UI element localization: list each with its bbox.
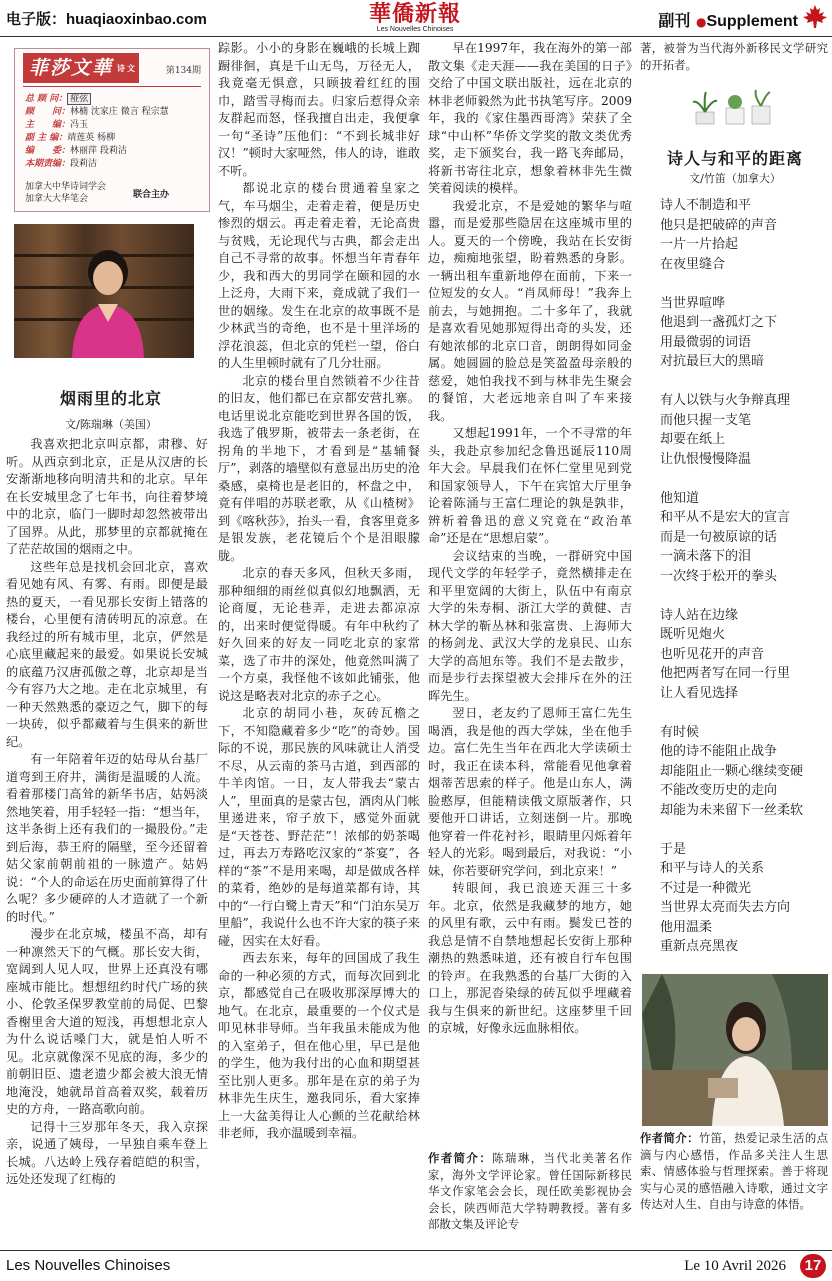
stanza	[660, 196, 830, 274]
poem-line: 于是	[660, 841, 687, 857]
bio-text: 竹笛，热爱记录生活的点滴与内心感悟，作品多关注人生思索、情感体验与哲理探索。善于将现实与心灵的感悟融入诗歌，通过文字传达对人生、自由与诗意的体悟。	[640, 1131, 828, 1211]
site-url[interactable]: 电子版：huaqiaoxinbao.com	[6, 11, 207, 28]
maple-leaf-icon	[802, 4, 828, 30]
board-row: 顾 问：林楠 沈家庄 微言 程宗慧	[25, 107, 169, 117]
poem-title: 诗人与和平的距离	[666, 149, 803, 168]
poem-line: 却要在纸上	[660, 432, 726, 447]
poem-line: 他退到一盏孤灯之下	[660, 315, 778, 330]
paragraph: 有一年陪着年迈的姑母从台基厂道弯到王府井，满街是温暖的人流。看着那楼门高耸的新华书店，姑妈淡然地笑着，用手轻轻一指：“想当年，这半条街上还有我们的一撮股份。”走到后海，恭王府的隔壁，至今还留着姑父家前朝前祖的一脉遗产。姑妈说：“个人的命运在历史面前算得了什么呢？多少硬碎的人才造就了一个新的时代。”	[6, 752, 208, 924]
paragraph: 北京的胡同小巷，灰砖瓦檐之下，不知隐藏着多少“吃”的奇妙。国际的不说，那民族的风味就让人消受不尽，从云南的茶马古道，到西部的牛羊肉馆。一日，友人带我去“蒙古人”，里面真的是蒙古包，酒肉从门帐里递进来，帘子放下，感觉外面就是“天苍苍、野茫茫”！浓郁的奶茶喝过，再去万寿路吃汉家的“茶宴”，各样的“茶”不是用来喝，却是做成各样的菜肴，绝妙的是每道菜都有诗，其中的“一行白鹭上青天”和“门泊东吴万里船”，我说什么也不许大家的筷子来碰，因实在太好看。	[218, 706, 420, 948]
poem-line: 却能阻止一颗心继续变硬	[660, 763, 804, 779]
poem-line: 在夜里缝合	[660, 256, 726, 272]
board-row: 主 编：冯玉	[25, 120, 89, 130]
poem-line: 而他只握一支笔	[660, 412, 752, 428]
paragraph: 这些年总是找机会回北京，喜欢看见她有风、有雾、有雨。即便是最热的夏天，一看见那长安街上错落的楼台，心里便有清砖明瓦的凉意。在我经过的所有城市里，北京，俨然是心底里藏起来的最爱。如果说长安城的底蕴乃汉唐孤傲之尊，北京却是当今有容乃大之地。走在北京城里，有一种天然熟悉的豪迈之气，脚下的每一块砖，似乎都藏着与生俱来的新世纪。	[6, 559, 208, 749]
article-column-1	[6, 436, 208, 1189]
author-photo	[14, 224, 194, 358]
footer-date: Le 10 Avril 2026	[684, 1258, 786, 1274]
poem-line: 却能为未来留下一丝柔软	[660, 802, 804, 818]
co-host-label: 联合主办	[133, 190, 170, 200]
poem-line: 不能改变历史的走向	[660, 783, 778, 798]
poem-line: 一片一片拾起	[660, 237, 739, 252]
board-row: 本期责编：段莉洁	[25, 159, 98, 169]
paragraph: 会议结束的当晚，一群研究中国现代文学的年轻学子，竟然横排走在和平里宽阔的大街上，队伍中有南京大学的朱寿桐、浙江大学的黄健、吉林大学的靳丛林和张富贵、上海师大的杨剑龙、武汉大学的龙泉民、山东大学的高旭东等。我们不是去散步，而是步行去探望被大会排斥在外的汪晖先生。	[428, 548, 632, 703]
board-row: 总 顾 问： 痖弦	[25, 93, 201, 106]
poem-line: 一滴未落下的泪	[660, 549, 752, 564]
board-row: 副 主 编：靖莲英 杨柳	[25, 133, 116, 143]
paragraph: 北京的楼台里自然锁着不少往昔的旧友，他们都已在京都安营扎寨。电话里说北京能吃到世界各国的饭，我选了俄罗斯，被带去一条老街，在拐角的半地下，才看到是“基辅餐厅”，剥落的墙壁似有意显出历史的沧桑感，桌椅也是老旧的，杯盘之中，竟有伴唱的苏联老歌，从《山楂树》到《喀秋莎》，抬头一看，食客里竟多是银发族，老花镜后个个是泪眼朦胧。	[218, 373, 420, 563]
article-column-3	[428, 40, 632, 1038]
poem-line: 他的诗不能阻止战争	[660, 744, 778, 759]
page-footer	[0, 1250, 832, 1281]
section-cn: 副刊	[658, 11, 691, 30]
paragraph: 又想起1991年，一个不寻常的年头，我赴京参加纪念鲁迅诞辰110周年大会。早晨我们在怀仁堂里见到党和国家领导人，下午在宾馆大厅里争论着陈涌与王富仁理论的孰是孰非，辨析着鲁迅的意义究竟在“政治革命”还是在“思想启蒙”。	[428, 426, 632, 545]
page-header	[0, 0, 832, 37]
logo-chinese: 華僑新報	[368, 1, 461, 27]
paragraph: 踪影。小小的身影在巍峨的长城上踟蹰徘徊，真是千山无鸟，万径无人，我竟毫无惧意，只顾披着红红的围巾，踏雪寻梅而去。归家后惹得众亲友群起而怒，怪我擅自出走，我便拿一句“圣诗”压他们：“不到长城非好汉！”顿时大家哑然，伟人的诗，谁敢不听。	[218, 41, 420, 178]
column-title: 菲莎文華 $^{诗文}$	[23, 53, 139, 83]
section-label	[658, 8, 798, 31]
poet-photo	[642, 974, 828, 1126]
author-bio	[428, 1150, 632, 1233]
issue-number: 第134期	[165, 66, 201, 76]
poem-line: 诗人站在边缘	[660, 607, 739, 623]
poem-line: 他知道	[660, 490, 700, 506]
stanza	[660, 391, 830, 469]
editorial-board	[25, 93, 201, 171]
poem-line: 诗人不制造和平	[660, 198, 752, 213]
bio-text: 陈瑞琳，当代北美著名作家，海外文学评论家。曾任国际新移民华文作家笔会会长，现任欧美影视协会会长，陕西师范大学特聘教授。著有多部散文集及评论专	[428, 1151, 632, 1231]
poem-body	[660, 196, 830, 976]
poet-bio	[640, 1130, 828, 1213]
organizers: 加拿大中华诗词学会 加拿大大华笔会	[25, 182, 107, 204]
logo-french: Les Nouvelles Chinoises	[376, 26, 454, 33]
person-figure	[64, 242, 152, 358]
paragraph: 都说北京的楼台贯通着皇家之气，车马烟尘，走着走着，便是历史惨烈的烟云。再走着走着，无论高贵与贫贱，无论现代与古典，都会走出自己不寻常的故事。怀想当年青春年少，我和西大的男同学在颐和园的水上泛舟，大雨下来，竟成就了我们一世的姻缘。发生在北京的故事既不是少林武当的奇绝，也不是十里洋场的浮花浪蕊，但北京的凭栏一望，俗白的人生里顿时就有了几分壮丽。	[218, 181, 420, 370]
paragraph: 转眼间，我已浪迹天涯三十多年。北京，依然是我藏梦的地方，她的风里有歌，云中有雨。鬓发已苍的我总是情不自禁地想起长安街上那种潮热的熟悉味道，还有被自行车包围的铃声。在我熟悉的台基厂大街的入口上，那泥沓染绿的砖瓦似乎埋藏着我与生俱来的新世纪。这座梦里千回的京城，好像永远血脉相依。	[428, 881, 632, 1035]
column-masthead	[14, 48, 210, 212]
section-dot: ●	[695, 15, 707, 29]
poem-line: 有人以铁与火争辩真理	[660, 393, 791, 408]
poem-line: 也听见花开的声音	[660, 646, 765, 662]
bio-label: 作者简介：	[428, 1151, 493, 1165]
section-en: Supplement	[706, 13, 798, 30]
poem-line: 当世界太亮而失去方向	[660, 900, 791, 915]
poem-line: 一次终于松开的拳头	[660, 568, 778, 584]
poem-line: 不过是一种微光	[660, 880, 752, 896]
poem-line: 对抗最巨大的黑暗	[660, 354, 765, 369]
poem-line: 和平从不是宏大的宣言	[660, 510, 791, 525]
poem-line: 他只是把破碎的声音	[660, 217, 778, 233]
poem-line: 用最微弱的词语	[660, 334, 752, 350]
paragraph: 记得十三岁那年冬天，我入京探亲，说通了姨母，一早独自乘车登上长城。八达岭上残存着皑皑的积雪，远处还发现了红梅的	[6, 1119, 208, 1186]
poem-line: 当世界喧哗	[660, 295, 726, 311]
poem-line: 既听见炮火	[660, 627, 726, 642]
author-bio-continued: 著，被誉为当代海外新移民文学研究的开拓者。	[640, 41, 828, 72]
poem-line: 和平与诗人的关系	[660, 861, 765, 876]
poem-line: 有时候	[660, 724, 700, 740]
page-number: 17	[800, 1254, 826, 1278]
potted-plants-icon	[690, 88, 780, 126]
column-title-small: 诗文	[117, 63, 138, 73]
stanza	[660, 840, 830, 957]
poem-line: 他用温柔	[660, 919, 713, 935]
board-row: 编 委：林丽萍 段莉洁	[25, 146, 127, 156]
stanza	[660, 489, 830, 587]
poem-line: 他把两者写在同一行里	[660, 666, 791, 681]
poet-figure	[642, 974, 828, 1126]
bio-label: 作者简介：	[640, 1131, 699, 1145]
paragraph: 我爱北京，不是爱她的繁华与喧嚣，而是爱那些隐居在这座城市里的人。夏天的一个傍晚，我站在长安街边，痴痴地张望，盼着熟悉的身影。一辆出租车重新地停在面前，下来一位短发的女人。“肖凤师母！”我奔上前去，与她拥抱。二十多年了，我就是喜欢看见她那短得出奇的头发，还有她浓郁的北京口音，朗朗得如同金属。她圆圆的脸总是笑盈盈母亲般的慈爱，她怕我找不到与林非先生聚会的餐馆，大老远地亲自叫了车来接我。	[428, 198, 632, 423]
poem-author: 文/竹笛（加拿大）	[689, 172, 781, 185]
paragraph: 早在1997年，我在海外的第一部散文集《走天涯——我在美国的日子》交给了中国文联出版社，远在北京的林非老师毅然为此书执笔写序。2009年，我的《家住墨西哥湾》荣获了全球“中山杯”华侨文学奖的散文类优秀奖，走下颁奖台，我一路飞奔邮局，将新书寄往北京，想象着林非先生微笑着阅读的模样。	[428, 41, 632, 195]
paragraph: 北京的春天多风，但秋天多雨，那种细细的雨丝似真似幻地飘洒，无论商厦，无论巷弄，走进去都凉凉的，出来时便觉得暖。有年中秋约了好久回来的好友一同吃北京的家常菜，选了市井的深处，他竟然叫满了一个方桌，我怪他不该如此铺张，他说这是略表对北京的赤子之心。	[218, 566, 420, 703]
poem-line: 重新点亮黑夜	[660, 939, 739, 954]
newspaper-logo	[360, 2, 470, 34]
paragraph: 我喜欢把北京叫京都，肃穆、好听。从西京到北京，正是从汉唐的长安渐渐地移向明清共和的北京。早年在长安城里念了七年书，向往着梦境中的北京，临门一脚时却忽然被带出了国界。从此，那梦里的京都就掩在了茫茫故国的烟雨之中。	[6, 437, 208, 556]
article-column-2	[218, 40, 420, 1143]
article-author: 文/陈瑞琳（美国）	[65, 418, 157, 431]
masthead-divider	[23, 86, 201, 87]
article-title: 烟雨里的北京	[59, 389, 162, 408]
paragraph: 翌日，老友约了恩师王富仁先生喝酒，我是他的西大学妹，坐在他手边。富仁先生当年在西北大学读硕士时，我正在读本科，常能看见他拿着烟蒂苦思索的样子。他是山东人，满脸憨厚，但能精读俄文原版著作，只要他开口讲话，立刻迷倒一片。那晚他穿着一件花衬衫，眼睛里闪烁着年轻人的光彩。喝到最后，对我说：“小妹，你若要研究学问，到北京来！”	[428, 706, 632, 878]
paragraph: 西去东来，每年的回国成了我生命的一种必须的方式，而每次回到北京，都感觉自己在吸收那深厚博大的地气。在北京，最重要的一个仪式是叩见林非导师。当年我虽未能成为他的入室弟子，但在他心里，早已是他的学生，他为我付出的心血和期望甚至比别人更多。那年是在京的弟子为林非先生庆生，邀我同乐，看大家捧上一大盆美得让人心颤的兰花献给林非老师，我亦温暖到幸福。	[218, 951, 420, 1140]
paragraph: 漫步在北京城，楼虽不高，却有一种凛然天下的气概。那长安大街，宽阔到人见人叹，世界上还真没有哪座城市能比。想想纽约时代广场的狭小、伦敦圣保罗教堂前的局促、巴黎香榭里舍大道的短浅，再想想北京人为什么说话嗓门大，就是怕人听不见。北京就像深不见底的海，多少的前朝旧臣、遗老遗少都会被大浪无情地淹没，她就昂首高着双奖，载着历史的方舟，一路高歌向前。	[6, 927, 208, 1116]
stanza	[660, 606, 830, 704]
poem-line: 而是一句被原谅的话	[660, 529, 778, 545]
stanza	[660, 294, 830, 372]
stanza	[660, 723, 830, 821]
poem-line: 让人看见选择	[660, 685, 739, 701]
footer-paper-name: Les Nouvelles Chinoises	[6, 1257, 171, 1274]
poem-line: 让仇恨慢慢降温	[660, 451, 752, 467]
